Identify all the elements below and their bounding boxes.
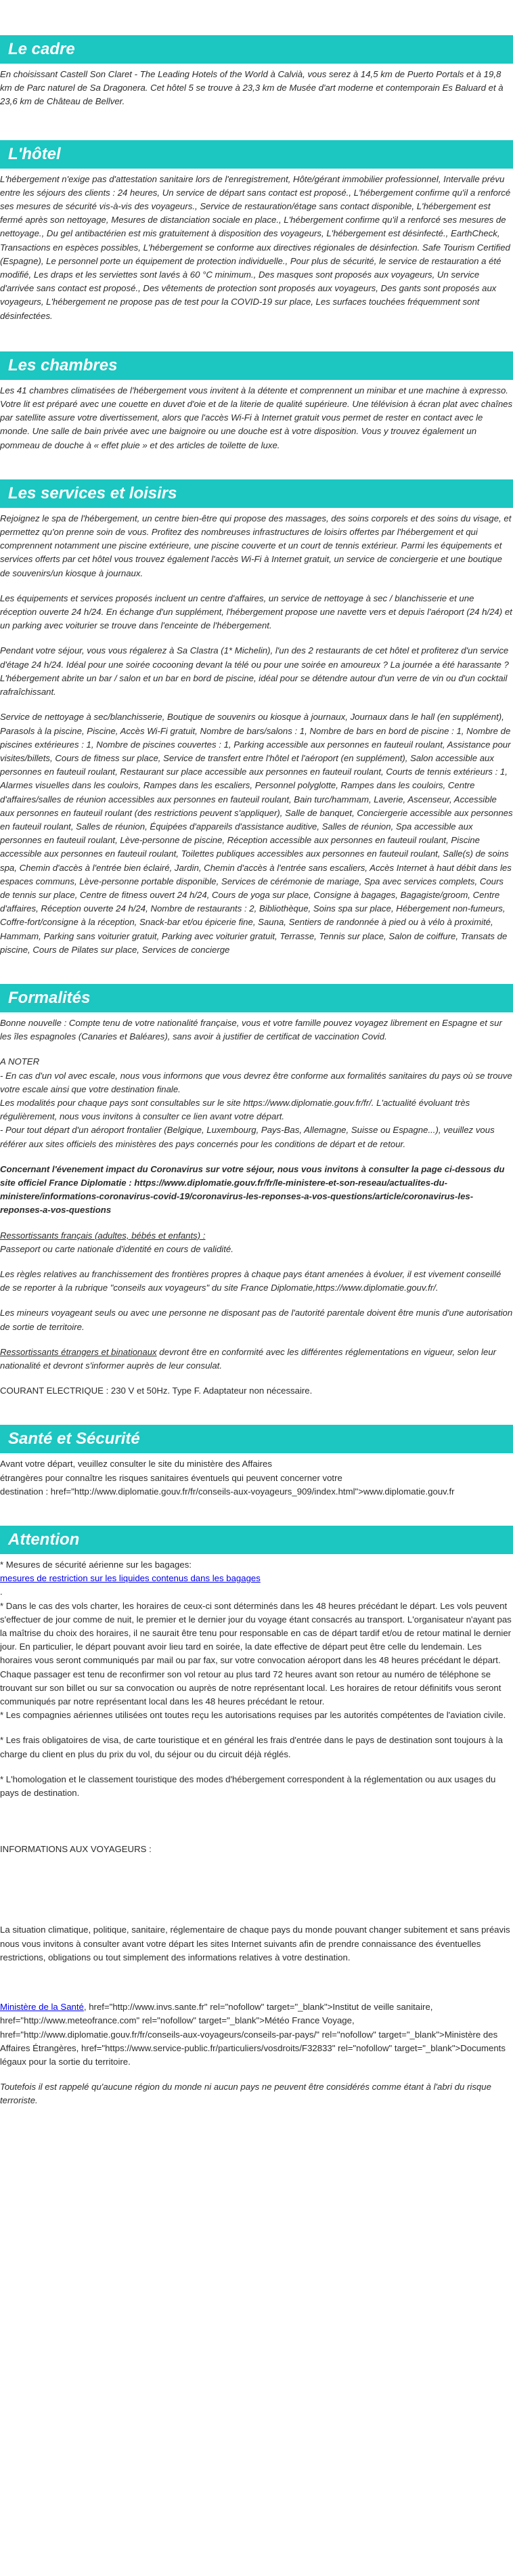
travellers-info-heading: INFORMATIONS AUX VOYAGEURS : <box>0 1844 152 1855</box>
electric-current: COURANT ELECTRIQUE : 230 V et 50Hz. Type F. Adaptateur non nécessaire. <box>0 1386 313 1396</box>
situation-line-2: nous vous invitons à consulter avant votre départ les sites Internet suivants afin de prendre connaissance des éventuelles restrictions, obligations ou tout simplement des informations relatives à votre destination. <box>0 1938 481 1962</box>
terrorism-notice: Toutefois il est rappelé qu'aucune région du monde ni aucun pays ne peuvent être considérés comme étant à l'abri du risque terroriste. <box>0 2082 491 2106</box>
note-escale: - En cas d'un vol avec escale, nous vous informons que vous devrez être conforme aux formalités sanitaires du pays où se trouve votre escale ainsi que votre destination finale. <box>0 1070 512 1094</box>
sante-text <box>0 1457 513 1499</box>
services-paragraph-1: Rejoignez le spa de l'hébergement, un centre bien-être qui propose des massages, des soins corporels et des soins du visage, et permettez qu'on prenne soin de vous. Profitez des nombreuses infrastructures de loisirs offertes par l'hébergement et qui comprennent notamment une piscine extérieure, une piscine couverte et un court de tennis extérieur. Parmi les équipements et services offerts par cet hôtel vous trouvez également l'accès Wi-Fi à Internet gratuit, un service de conciergerie et une boutique de souvenirs/un kiosque à journaux. <box>0 513 512 578</box>
chambres-text: Les 41 chambres climatisées de l'hébergement vous invitent à la détente et comprennent un minibar et une machine à expresso. Votre lit est préparé avec une couette en duvet d'oie et de la literie de qualité supérieure. Une télévision à écran plat avec chaînes par satellite assure votre divertissement, alors que l'accès Wi-Fi à Internet gratuit vous permet de rester en contact avec le monde. Une salle de bain privée avec une baignoire ou une douche est à votre disposition. Vous y trouvez également un pommeau de douche à « effet pluie » et des articles de toilette de luxe. <box>0 385 513 450</box>
hotel-text: L'hébergement n'exige pas d'attestation sanitaire lors de l'enregistrement, Hôte/gérant immobilier professionnel, Intervalle prévu entre les séjours des clients : 24 heures, Un service de départ sans contact est proposé., L'hébergement confirme qu'il a renforcé ses mesures de sécurité vis-à-vis des voyageurs., Service de restauration/étage sans contact disponible, L'hébergement est fermé après son nettoyage, Mesures de distanciation sociale en place., L'hébergement confirme qu'il a renforcé ses mesures de nettoyage., Du gel antibactérien est mis gratuitement à disposition des voyageurs, L'hébergement est désinfecté., EarthCheck, Transactions en espèces possibles, L'hébergement se conforme aux directives régionales de désinfection. Safe Tourism Certified (Espagne), Le personnel porte un équipement de protection individuelle., Pour plus de sécurité, le service de restauration a été modifié, Les draps et les serviettes sont lavés à 60 °C minimum., Des masques sont proposés aux voyageurs, Un service d'arrivée sans contact est proposé., Des vêtements de protection sont proposés aux voyageurs, Des gants sont proposés aux voyageurs, L'hébergement ne propose pas de test pour la COVID-19 sur place, Les surfaces touchées fréquemment sont désinfectées. <box>0 173 511 321</box>
services-paragraph-3: Pendant votre séjour, vous vous régalerez à Sa Clastra (1* Michelin), l'un des 2 restaurants de cet hôtel et profiterez d'un service d'étage 24 h/24. Idéal pour une soirée cocooning devant la télé ou pour une soirée en amoureux ? La journée a été harassante ? L'hébergement abrite un bar / salon et un bar en bord de piscine, idéal pour se détendre autour d'un verre de vin ou d'un cocktail rafraîchissant. <box>0 645 509 697</box>
cadre-text: En choisissant Castell Son Claret - The Leading Hotels of the World à Calvià, vous serez à 14,5 km de Puerto Portals et à 19,8 km de Parc naturel de Sa Dragonera. Cet hôtel 5 se trouve à 23,3 km de Musée d'art moderne et contemporain Es Baluard et à 23,6 km de Château de Bellver. <box>0 69 504 107</box>
attention-block <box>0 1558 513 1722</box>
liquid-restrictions-link[interactable]: mesures de restriction sur les liquides contenus dans les bagages <box>0 1573 261 1584</box>
section-title-formalites: Formalités <box>0 984 513 1012</box>
situation-notice <box>0 1923 513 1965</box>
attention-baggage <box>0 1558 513 1600</box>
useful-links <box>0 2000 513 2069</box>
note-aeroport-frontalier: - Pour tout départ d'un aéroport frontalier (Belgique, Luxembourg, Pays-Bas, Allemagne, Suisse ou Espagne...), veuillez vous référer aux sites officiels des ministères des pays concernés pour les conditions de départ et de retour. <box>0 1125 495 1149</box>
sante-line-3: destination : href="http://www.diplomatie.gouv.fr/fr/conseils-aux-voyageurs_909/index.html">www.diplomatie.gouv.fr <box>0 1486 455 1497</box>
note-modalites: Les modalités pour chaque pays sont consultables sur le site https://www.diplomatie.gouv.fr/fr/. L'actualité évoluant très régulièrement, nous vous invitons à consulter ce lien avant votre départ. <box>0 1097 470 1122</box>
formalites-intro: Bonne nouvelle : Compte tenu de votre nationalité française, vous et votre famille pouvez voyagez librement en Espagne et sur les îles espagnoles (Canaries et Baléares), sans avoir à justifier de certificat de vaccination Covid. <box>0 1017 502 1042</box>
services-paragraph-2: Les équipements et services proposés incluent un centre d'affaires, un service de nettoyage à sec / blanchisserie et une réception ouverte 24 h/24. En échange d'un supplément, l'hébergement propose une navette vers et depuis l'aéroport (24 h/24) et un parking avec voiturier se trouve dans l'enceinte de l'hébergement. <box>0 593 512 631</box>
useful-links-text: , href="http://www.invs.sante.fr" rel="nofollow" target="_blank">Institut de veille sanitaire, href="http://www.meteofrance.com" rel="nofollow" target="_blank">Météo France Voyage, href="http://www.diplomatie.gouv.fr/fr/conseils-aux-voyageurs/conseils-par-pays/" rel="nofollow" target="_blank">Ministère des Affaires Étrangères, href="https://www.service-public.fr/particuliers/vosdroits/F32833" rel="nofollow" target="_blank">Documents légaux pour la sortie du territoire. <box>0 2002 506 2067</box>
situation-line-1: La situation climatique, politique, sanitaire, réglementaire de chaque pays du monde pouvant changer subitement et sans préavis <box>0 1925 510 1935</box>
section-formalites <box>0 984 513 1398</box>
section-cadre <box>0 35 513 109</box>
attention-baggage-prefix: * Mesures de sécurité aérienne sur les bagages: <box>0 1560 192 1570</box>
sante-line-2: étrangères pour connaître les risques sanitaires éventuels qui peuvent concerner votre <box>0 1472 342 1483</box>
section-services <box>0 479 513 957</box>
formalites-notes <box>0 1055 513 1151</box>
attention-baggage-suffix: . <box>0 1587 3 1597</box>
section-title-services: Les services et loisirs <box>0 479 513 508</box>
covid-notice: Concernant l'évenement impact du Coronavirus sur votre séjour, nous vous invitons à consulter la page ci-dessous du site officiel France Diplomatie : https://www.diplomatie.gouv.fr/fr/le-ministere-et-son-reseau/actualites-du-ministere/informations-coronavirus-covid-19/coronavirus-les-reponses-a-vos-questions/article/coronavirus-les-reponses-a-vos-questions <box>0 1163 505 1216</box>
border-rules: Les règles relatives au franchissement des frontières propres à chaque pays étant amenées à évoluer, il est vivement conseillé de se reporter à la rubrique "conseils aux voyageurs" du site France Diplomatie,https://www.diplomatie.gouv.fr/. <box>0 1269 501 1293</box>
section-chambres <box>0 351 513 452</box>
a-noter-label: A NOTER <box>0 1056 40 1067</box>
attention-homologation: * L'homologation et le classement touristique des modes d'hébergement correspondent à la réglementation ou aux usages du pays de destination. <box>0 1774 496 1799</box>
foreign-nationals-heading: Ressortissants étrangers et binationaux <box>0 1346 157 1357</box>
foreign-nationals-text: devront être en conformité avec les différentes réglementations en vigueur, selon leur nationalité et devront s'informer auprès de leur consulat. <box>0 1346 497 1371</box>
french-nationals-heading: Ressortissants français (adultes, bébés et enfants) : <box>0 1230 206 1241</box>
section-attention <box>0 1526 513 2107</box>
section-title-sante: Santé et Sécurité <box>0 1425 513 1453</box>
section-title-chambres: Les chambres <box>0 351 513 380</box>
sante-line-1: Avant votre départ, veuillez consulter le site du ministère des Affaires <box>0 1459 272 1469</box>
section-sante <box>0 1425 513 1499</box>
section-title-cadre: Le cadre <box>0 35 513 64</box>
attention-airlines: * Les compagnies aériennes utilisées ont toutes reçu les autorisations requises par les autorités compétentes de l'aviation civile. <box>0 1710 506 1721</box>
section-hotel <box>0 140 513 323</box>
foreign-nationals <box>0 1346 513 1373</box>
ministere-sante-link[interactable]: Ministère de la Santé <box>0 2002 84 2013</box>
section-title-hotel: L'hôtel <box>0 140 513 169</box>
french-nationals-text: Passeport ou carte nationale d'identité en cours de validité. <box>0 1243 233 1254</box>
attention-charter: * Dans le cas des vols charter, les horaires de ceux-ci sont déterminés dans les 48 heures précédant le départ. Les vols peuvent s'effectuer de jour comme de nuit, le premier et le dernier jour du voyage étant consacrés au transport. L'organisateur n'ayant pas la maîtrise du choix des horaires, il ne saurait être tenu pour responsable en cas de départ tardif et/ou de retour matinal le dernier jour. En particulier, le départ pouvant avoir lieu tard en soirée, la date effective de départ peut être celle du lendemain. Les horaires vous seront communiqués par mail ou par fax, sur votre convocation aéroport dans les 48 heures précédant le départ. Chaque passager est tenu de reconfirmer son vol retour au plus tard 72 heures avant son retour au numéro de téléphone se trouvant sur son billet ou sur sa convocation ou auprès de notre représentant local. Les horaires de retour définitifs vous seront communiqués par notre représentant local dans les 48 heures précédant le retour. <box>0 1600 512 1707</box>
minors-rules: Les mineurs voyageant seuls ou avec une personne ne disposant pas de l'autorité parentale doivent être munis d'une autorisation de sortie de territoire. <box>0 1308 513 1332</box>
services-paragraph-4: Service de nettoyage à sec/blanchisserie, Boutique de souvenirs ou kiosque à journaux, Journaux dans le hall (en supplément), Parasols à la piscine, Piscine, Accès Wi-Fi gratuit, Nombre de bars/salons : 1, Nombre de bars en bord de piscine : 1, Nombre de piscines extérieures : 1, Nombre de piscines couvertes : 1, Parking accessible aux personnes en fauteuil roulant, Assistance pour visites/billets, Cours de fitness sur place, Service de transfert entre l'hôtel et l'aéroport (en supplément), Salon accessible aux personnes en fauteuil roulant, Restaurant sur place accessible aux personnes en fauteuil roulant, Courts de tennis extérieurs : 1, Alarmes visuelles dans les couloirs, Rampes dans les escaliers, Personnel polyglotte, Rampes dans les couloirs, Centre d'affaires/salles de réunion accessibles aux personnes en fauteuil roulant, Bain turc/hammam, Laverie, Ascenseur, Accessible aux personnes en fauteuil roulant (des restrictions peuvent s'appliquer), Salle de banquet, Conciergerie accessible aux personnes en fauteuil roulant, Salles de réunion, Équipées d'appareils d'assistance auditive, Salles de réunion, Spa accessible aux personnes en fauteuil roulant, Lève-personne de piscine, Réception accessible aux personnes en fauteuil roulant, Piscine accessible aux personnes en fauteuil roulant, Toilettes publiques accessibles aux personnes en fauteuil roulant, Salle(s) de soins spa, Chemin d'accès à l'entrée bien éclairé, Jardin, Chemin d'accès à l'entrée sans escaliers, Accès Internet à haut débit dans les espaces communs, Lève-personne portable disponible, Services de cérémonie de mariage, Spa avec services complets, Cours de tennis sur place, Centre de fitness ouvert 24 h/24, Cours de yoga sur place, Consigne à bagages, Bagagiste/groom, Centre d'affaires, Réception ouverte 24 h/24, Nombre de restaurants : 2, Bibliothèque, Soins spa sur place, Hébergement non-fumeurs, Coffre-fort/consigne à la réception, Snack-bar et/ou épicerie fine, Sauna, Sentiers de randonnée à pied ou à vélo à proximité, Hammam, Parking sans voiturier gratuit, Parking avec voiturier gratuit, Terrasse, Tennis sur place, Salon de coiffure, Transats de piscine, Cours de Pilates sur place, Services de concierge <box>0 712 513 955</box>
french-nationals <box>0 1229 513 1256</box>
section-title-attention: Attention <box>0 1526 513 1554</box>
attention-visa: * Les frais obligatoires de visa, de carte touristique et en général les frais d'entrée dans le pays de destination sont toujours à la charge du client en plus du prix du vol, du séjour ou du circuit déjà réglés. <box>0 1735 503 1759</box>
